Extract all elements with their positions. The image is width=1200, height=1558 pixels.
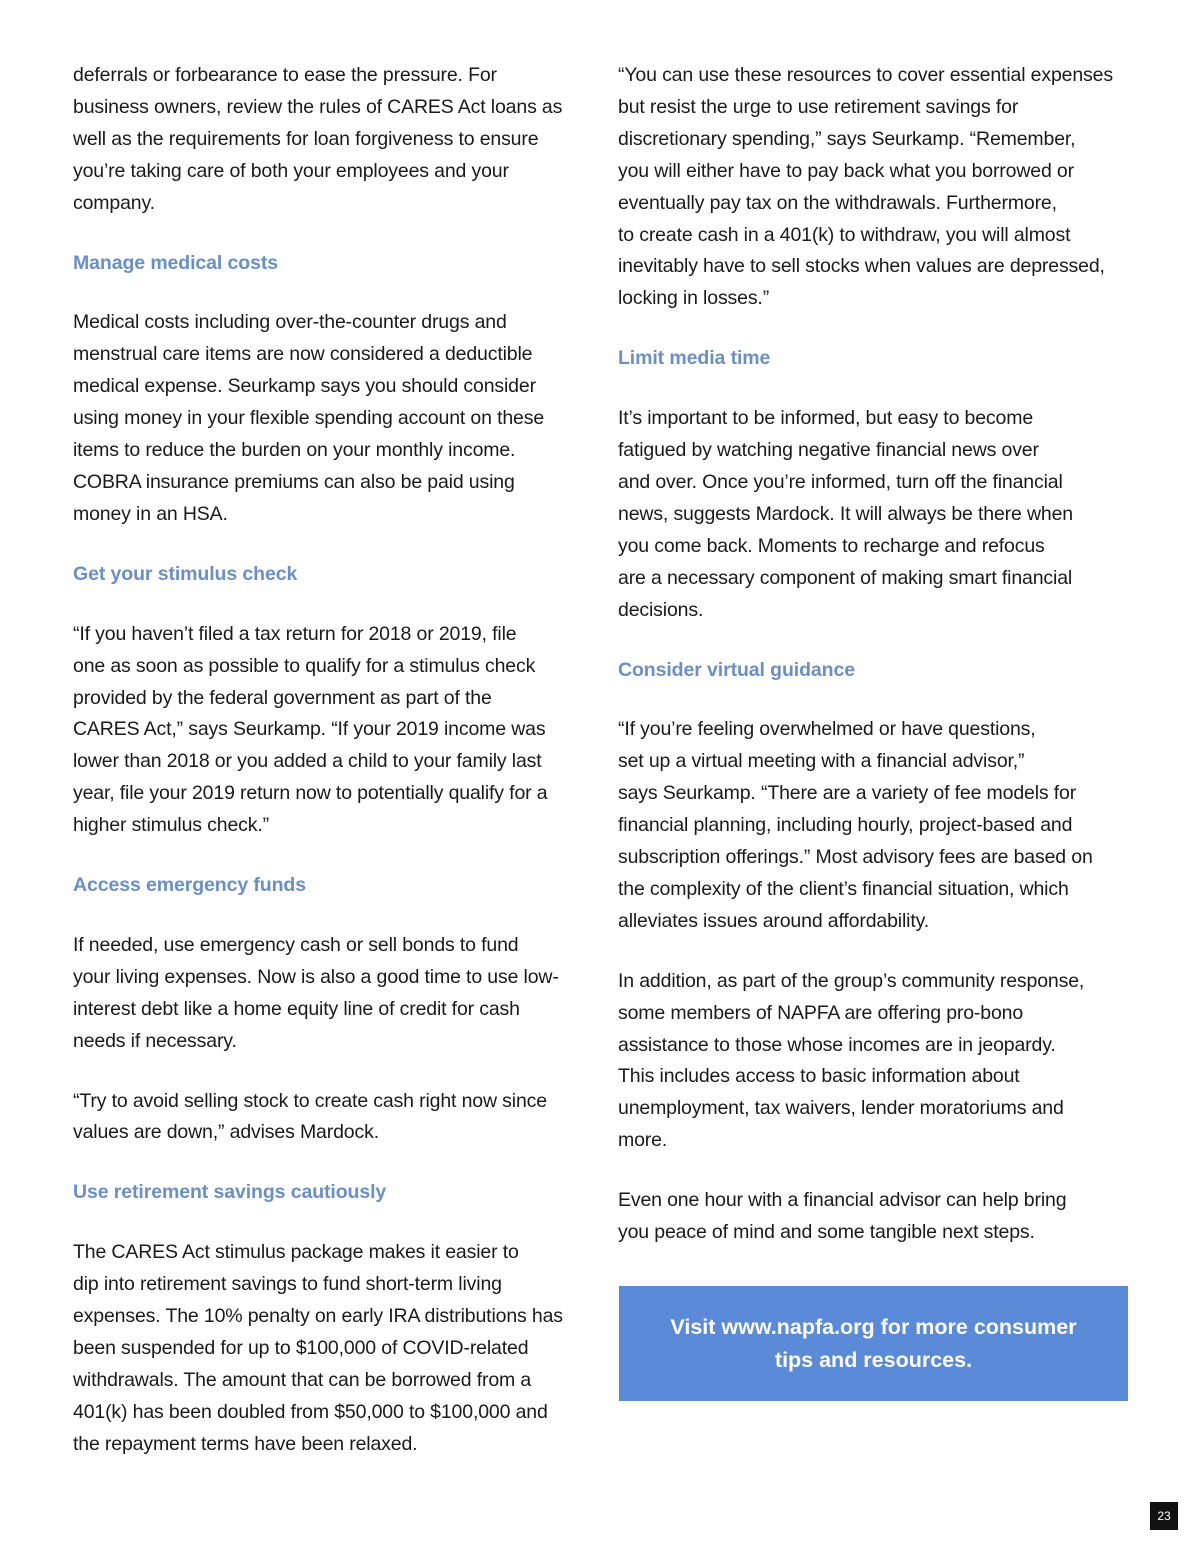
text-line: values are down,” advises Mardock. (73, 1121, 379, 1144)
paragraph-stimulus-check (73, 619, 588, 842)
text-line: you come back. Moments to recharge and refocus (618, 534, 1045, 557)
text-line: CARES Act,” says Seurkamp. “If your 2019 income was (73, 718, 546, 741)
text-line: year, file your 2019 return now to potentially qualify for a (73, 782, 548, 805)
heading-manage-medical-costs: Manage medical costs (73, 251, 278, 274)
text-line: money in an HSA. (73, 502, 228, 525)
paragraph-retirement-savings (73, 1237, 588, 1460)
napfa-callout-box (619, 1286, 1128, 1401)
text-line: alleviates issues around affordability. (618, 909, 930, 932)
text-line: lower than 2018 or you added a child to your family last (73, 750, 542, 773)
text-line: interest debt like a home equity line of credit for cash (73, 997, 520, 1020)
paragraph-resources-quote (618, 60, 1133, 315)
text-line: financial planning, including hourly, project-based and (618, 814, 1073, 837)
text-line: It’s important to be informed, but easy to become (618, 407, 1034, 430)
text-line: the repayment terms have been relaxed. (73, 1432, 418, 1455)
text-line: eventually pay tax on the withdrawals. Furthermore, (618, 191, 1057, 214)
text-line: unemployment, tax waivers, lender moratoriums and (618, 1097, 1064, 1120)
text-line: inevitably have to sell stocks when values are depressed, (618, 255, 1105, 278)
text-line: discretionary spending,” says Seurkamp. “Remember, (618, 127, 1076, 150)
text-line: Even one hour with a financial advisor can help bring (618, 1189, 1067, 1212)
text-line: This includes access to basic information about (618, 1065, 1020, 1088)
paragraph-virtual-guidance (618, 714, 1133, 937)
left-column (73, 60, 588, 1489)
text-line: are a necessary component of making smart financial (618, 566, 1073, 589)
paragraph-one-hour (618, 1185, 1133, 1249)
text-line: the complexity of the client’s financial situation, which (618, 877, 1069, 900)
text-line: menstrual care items are now considered a deductible (73, 343, 533, 366)
heading-limit-media-time: Limit media time (618, 347, 771, 370)
text-line: one as soon as possible to qualify for a stimulus check (73, 654, 536, 677)
paragraph-medical-costs (73, 307, 588, 530)
text-line: deferrals or forbearance to ease the pressure. For (73, 64, 497, 86)
text-line: news, suggests Mardock. It will always be there when (618, 502, 1073, 525)
text-line: business owners, review the rules of CARES Act loans as (73, 95, 563, 118)
text-line: subscription offerings.” Most advisory fees are based on (618, 846, 1093, 869)
text-line: some members of NAPFA are offering pro-bono (618, 1001, 1024, 1024)
text-line: been suspended for up to $100,000 of COVID-related (73, 1337, 529, 1359)
text-line: items to reduce the burden on your monthly income. (73, 439, 516, 462)
text-line: withdrawals. The amount that can be borrowed from a (73, 1368, 532, 1391)
text-line: to create cash in a 401(k) to withdraw, you will almost (618, 223, 1071, 246)
text-line: fatigued by watching negative financial news over (618, 439, 1039, 462)
paragraph-deferrals (73, 60, 588, 220)
text-line: needs if necessary. (73, 1029, 237, 1052)
text-line: Medical costs including over-the-counter drugs and (73, 311, 507, 334)
text-line: you will either have to pay back what you borrowed or (618, 159, 1074, 182)
text-line: your living expenses. Now is also a good time to use low- (73, 965, 559, 988)
text-line: 401(k) has been doubled from $50,000 to $100,000 and (73, 1400, 548, 1423)
text-line: well as the requirements for loan forgiveness to ensure (73, 127, 539, 150)
text-line: “If you haven’t filed a tax return for 2018 or 2019, file (73, 622, 517, 645)
paragraph-emergency-funds (73, 930, 588, 1058)
page-number: 23 (1150, 1502, 1178, 1530)
text-line: decisions. (618, 598, 704, 621)
text-line: dip into retirement savings to fund short-term living (73, 1273, 502, 1296)
heading-get-stimulus-check: Get your stimulus check (73, 562, 298, 585)
text-line: The CARES Act stimulus package makes it easier to (73, 1241, 519, 1264)
paragraph-avoid-selling-stock (73, 1086, 588, 1150)
text-line: you peace of mind and some tangible next steps. (618, 1221, 1035, 1244)
paragraph-media-time (618, 403, 1133, 626)
text-line: higher stimulus check.” (73, 814, 269, 837)
text-line: more. (618, 1129, 668, 1152)
text-line: medical expense. Seurkamp says you should consider (73, 375, 536, 398)
text-line: assistance to those whose incomes are in jeopardy. (618, 1033, 1056, 1056)
text-line: says Seurkamp. “There are a variety of fee models for (618, 782, 1077, 805)
text-line: using money in your flexible spending account on these (73, 407, 545, 430)
text-line: company. (73, 191, 155, 214)
heading-access-emergency-funds: Access emergency funds (73, 874, 306, 897)
text-line: “Try to avoid selling stock to create cash right now since (73, 1089, 547, 1112)
text-line: If needed, use emergency cash or sell bonds to fund (73, 933, 519, 956)
napfa-callout-text (670, 1311, 1076, 1377)
text-line: provided by the federal government as part of the (73, 686, 492, 709)
text-line: set up a virtual meeting with a financial advisor,” (618, 750, 1025, 773)
text-line: locking in losses.” (618, 287, 770, 310)
text-line: you’re taking care of both your employees and your (73, 159, 509, 182)
heading-use-retirement-savings: Use retirement savings cautiously (73, 1181, 387, 1204)
text-line: but resist the urge to use retirement savings for (618, 95, 1019, 118)
text-line: and over. Once you’re informed, turn off the financial (618, 470, 1063, 493)
text-line: tips and resources. (774, 1347, 973, 1372)
text-line: “You can use these resources to cover essential expenses (618, 64, 1113, 86)
heading-consider-virtual-guidance: Consider virtual guidance (618, 658, 855, 681)
paragraph-napfa-pro-bono (618, 966, 1133, 1157)
text-line: expenses. The 10% penalty on early IRA distributions has (73, 1305, 563, 1328)
text-line: In addition, as part of the group’s community response, (618, 969, 1085, 992)
right-column (618, 60, 1133, 1277)
text-line: COBRA insurance premiums can also be paid using (73, 470, 515, 493)
text-line: “If you’re feeling overwhelmed or have questions, (618, 718, 1036, 741)
text-line: Visit www.napfa.org for more consumer (670, 1314, 1077, 1339)
